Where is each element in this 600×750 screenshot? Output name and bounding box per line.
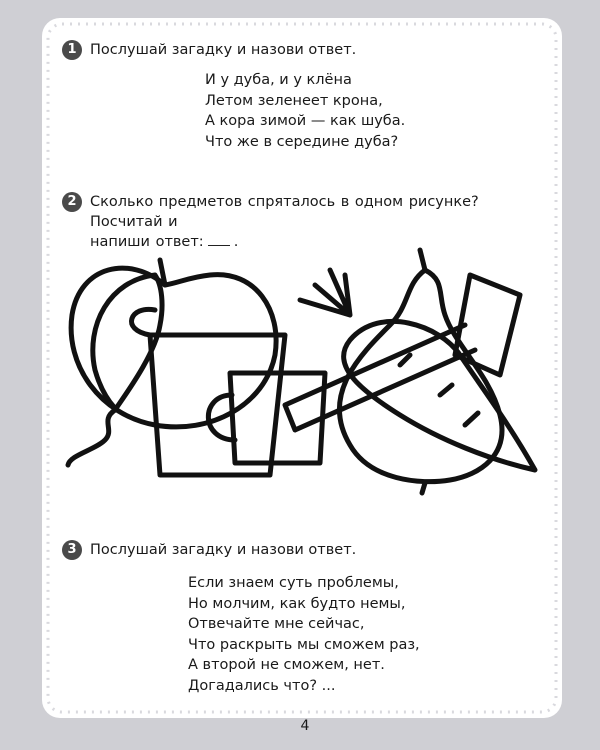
balloon-string xyxy=(68,410,115,465)
riddle-line: И у дуба, и у клёна xyxy=(205,72,352,88)
pear-stem xyxy=(420,250,425,270)
riddle-line: Что же в середине дуба? xyxy=(205,133,399,150)
task-2-instruction xyxy=(90,192,550,252)
task-3-header xyxy=(62,540,356,560)
riddle-line: Если знаем суть проблемы, xyxy=(188,575,399,591)
task-2-header xyxy=(62,192,550,252)
riddle-line: Что раскрыть мы сможем раз, xyxy=(188,636,420,653)
task-2-instruction-line2-text: напиши ответ: xyxy=(90,234,204,250)
riddle-line: Отвечайте мне сейчас, xyxy=(188,616,365,632)
pot-outline xyxy=(150,335,285,475)
riddle-line: Но молчим, как будто немы, xyxy=(188,595,406,612)
carrot-leaves xyxy=(300,270,350,315)
riddle-line: А второй не сможем, нет. xyxy=(188,657,385,673)
hidden-objects-drawing xyxy=(60,245,550,505)
riddle-line: Летом зеленеет крона, xyxy=(205,92,383,109)
task-1-riddle xyxy=(205,70,405,152)
task-3-riddle xyxy=(188,573,420,696)
pot-handle xyxy=(131,309,155,335)
task-1-instruction: Послушай загадку и назови ответ. xyxy=(90,42,357,58)
apple-outline xyxy=(71,268,276,427)
task-2-number-badge: 2 xyxy=(62,192,82,212)
task-1-number-badge: 1 xyxy=(62,40,82,60)
riddle-line: А кора зимой — как шуба. xyxy=(205,113,406,129)
task-2-instruction-end: . xyxy=(233,234,239,250)
task-2-instruction-line1: Сколько предметов спряталось в одном рисунке? Посчитай и xyxy=(90,194,479,230)
task-1-header xyxy=(62,40,356,60)
task-3-number-badge: 3 xyxy=(62,540,82,560)
pear-bottom xyxy=(422,483,425,493)
page-number: 4 xyxy=(300,718,310,734)
riddle-line: Догадались что? ... xyxy=(188,677,336,694)
task-3-instruction: Послушай загадку и назови ответ. xyxy=(90,542,357,558)
